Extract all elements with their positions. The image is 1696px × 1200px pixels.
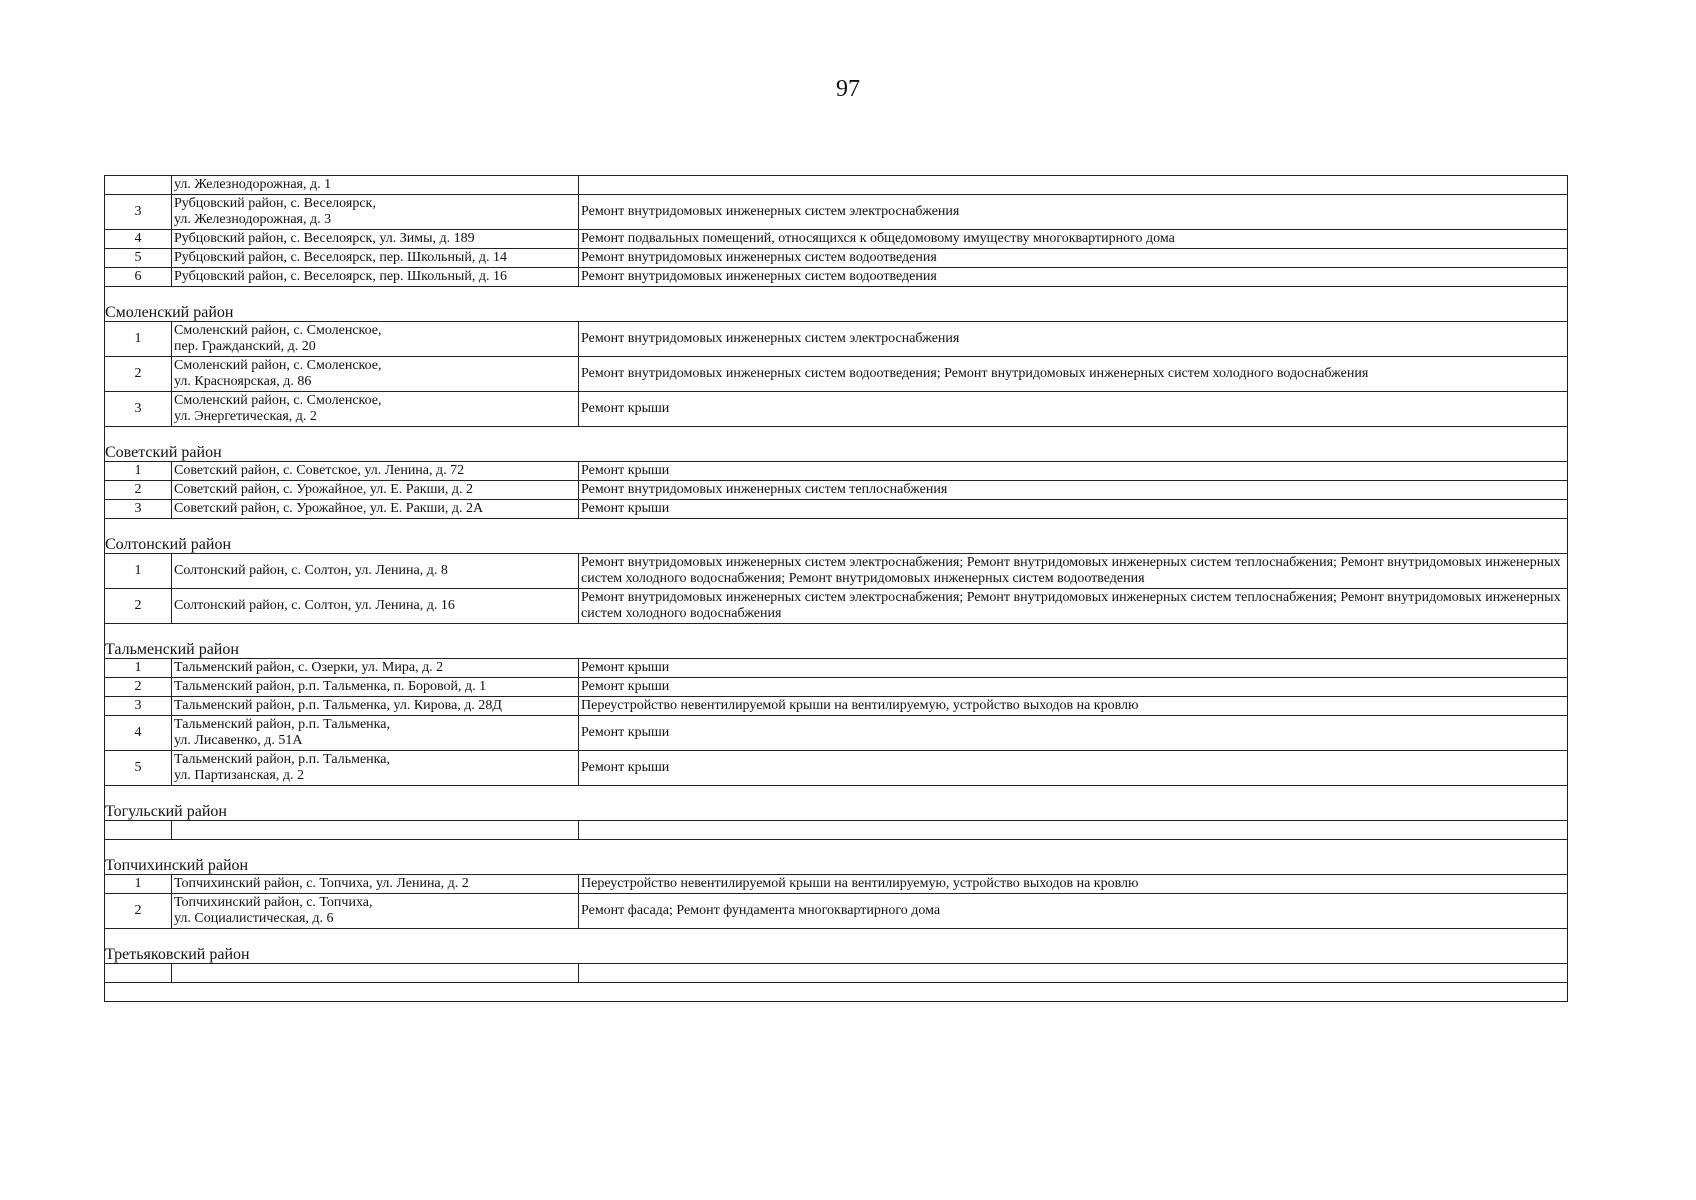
row-number: 5 bbox=[105, 751, 172, 786]
repair-program-table bbox=[104, 175, 1568, 1002]
page-number: 97 bbox=[836, 76, 860, 102]
row-number: 2 bbox=[105, 357, 172, 392]
address-line: ул. Социалистическая, д. 6 bbox=[174, 911, 334, 926]
district-title: Солтонский район bbox=[105, 535, 1568, 554]
section-gap-cell bbox=[105, 427, 1568, 444]
work-type-cell bbox=[579, 821, 1568, 840]
section-gap-cell bbox=[105, 929, 1568, 946]
address-line: Тальменский район, р.п. Тальменка, bbox=[174, 717, 390, 732]
table-row bbox=[105, 176, 1568, 195]
address-line: Смоленский район, с. Смоленское, bbox=[174, 358, 382, 373]
table-row bbox=[105, 230, 1568, 249]
work-type-cell: Ремонт внутридомовых инженерных систем электроснабжения; Ремонт внутридомовых инженерных систем теплоснабжения; Ремонт внутридомовых инженерных систем холодного водоснабжения bbox=[579, 589, 1568, 624]
row-number: 5 bbox=[105, 249, 172, 268]
section-gap-cell bbox=[105, 624, 1568, 641]
row-number bbox=[105, 821, 172, 840]
table-row bbox=[105, 678, 1568, 697]
row-number: 1 bbox=[105, 554, 172, 589]
row-number: 3 bbox=[105, 195, 172, 230]
district-header-row bbox=[105, 535, 1568, 554]
row-number: 4 bbox=[105, 716, 172, 751]
address-line: Топчихинский район, с. Топчиха, ул. Ленина, д. 2 bbox=[174, 876, 469, 891]
row-number: 2 bbox=[105, 894, 172, 929]
table-row bbox=[105, 875, 1568, 894]
address-line: пер. Гражданский, д. 20 bbox=[174, 339, 316, 354]
table-row bbox=[105, 821, 1568, 840]
table-row bbox=[105, 249, 1568, 268]
work-type-cell: Ремонт внутридомовых инженерных систем электроснабжения bbox=[579, 195, 1568, 230]
address-cell bbox=[172, 268, 579, 287]
district-header-row bbox=[105, 802, 1568, 821]
district-header-row bbox=[105, 303, 1568, 322]
work-type-cell: Ремонт внутридомовых инженерных систем электроснабжения bbox=[579, 322, 1568, 357]
work-type-cell: Ремонт крыши bbox=[579, 716, 1568, 751]
work-type-cell: Ремонт внутридомовых инженерных систем теплоснабжения bbox=[579, 481, 1568, 500]
work-type-cell: Ремонт внутридомовых инженерных систем водоотведения; Ремонт внутридомовых инженерных систем холодного водоснабжения bbox=[579, 357, 1568, 392]
row-number: 3 bbox=[105, 500, 172, 519]
address-line: ул. Железнодорожная, д. 1 bbox=[174, 177, 332, 192]
table-row bbox=[105, 481, 1568, 500]
work-type-cell: Ремонт крыши bbox=[579, 500, 1568, 519]
address-line: Советский район, с. Урожайное, ул. Е. Ракши, д. 2А bbox=[174, 501, 484, 516]
address-cell bbox=[172, 964, 579, 983]
section-gap-row bbox=[105, 624, 1568, 641]
repair-program-table-sheet bbox=[104, 175, 1568, 1002]
address-line bbox=[174, 965, 576, 981]
row-number: 1 bbox=[105, 322, 172, 357]
table-row bbox=[105, 392, 1568, 427]
address-cell bbox=[172, 875, 579, 894]
row-number: 2 bbox=[105, 678, 172, 697]
table-row bbox=[105, 716, 1568, 751]
table-end-row bbox=[105, 983, 1568, 1002]
district-header-row bbox=[105, 443, 1568, 462]
address-line bbox=[174, 822, 576, 838]
address-cell bbox=[172, 357, 579, 392]
address-line: Тальменский район, р.п. Тальменка, п. Боровой, д. 1 bbox=[174, 679, 487, 694]
work-type-cell: Ремонт внутридомовых инженерных систем водоотведения bbox=[579, 268, 1568, 287]
work-type-cell: Ремонт крыши bbox=[579, 659, 1568, 678]
row-number: 1 bbox=[105, 875, 172, 894]
work-type-cell: Переустройство невентилируемой крыши на вентилируемую, устройство выходов на кровлю bbox=[579, 875, 1568, 894]
address-cell bbox=[172, 481, 579, 500]
table-row bbox=[105, 894, 1568, 929]
district-title: Тогульский район bbox=[105, 802, 1568, 821]
address-line: Рубцовский район, с. Веселоярск, ул. Зимы, д. 189 bbox=[174, 231, 475, 246]
district-header-row bbox=[105, 640, 1568, 659]
address-cell bbox=[172, 589, 579, 624]
work-type-cell: Ремонт крыши bbox=[579, 751, 1568, 786]
table-row bbox=[105, 268, 1568, 287]
row-number: 6 bbox=[105, 268, 172, 287]
work-type-cell: Ремонт внутридомовых инженерных систем электроснабжения; Ремонт внутридомовых инженерных систем теплоснабжения; Ремонт внутридомовых инженерных систем холодного водоснабжения; Ремонт внутридомовых инженерных систем водоотведения bbox=[579, 554, 1568, 589]
section-gap-row bbox=[105, 287, 1568, 304]
row-number: 3 bbox=[105, 697, 172, 716]
address-cell bbox=[172, 249, 579, 268]
work-type-cell: Ремонт фасада; Ремонт фундамента многоквартирного дома bbox=[579, 894, 1568, 929]
table-body bbox=[105, 176, 1568, 1002]
address-cell bbox=[172, 716, 579, 751]
address-cell bbox=[172, 697, 579, 716]
row-number: 2 bbox=[105, 589, 172, 624]
address-line: Солтонский район, с. Солтон, ул. Ленина, д. 8 bbox=[174, 563, 448, 578]
work-type-cell: Ремонт крыши bbox=[579, 678, 1568, 697]
section-gap-cell bbox=[105, 840, 1568, 857]
section-gap-cell bbox=[105, 287, 1568, 304]
address-line: Топчихинский район, с. Топчиха, bbox=[174, 895, 373, 910]
address-line: Рубцовский район, с. Веселоярск, пер. Школьный, д. 16 bbox=[174, 269, 507, 284]
district-title: Советский район bbox=[105, 443, 1568, 462]
district-header-row bbox=[105, 945, 1568, 964]
address-line: Рубцовский район, с. Веселоярск, bbox=[174, 196, 376, 211]
district-title: Тальменский район bbox=[105, 640, 1568, 659]
table-row bbox=[105, 659, 1568, 678]
table-row bbox=[105, 357, 1568, 392]
section-gap-cell bbox=[105, 786, 1568, 803]
address-line: Рубцовский район, с. Веселоярск, пер. Школьный, д. 14 bbox=[174, 250, 507, 265]
address-line: ул. Энергетическая, д. 2 bbox=[174, 409, 317, 424]
row-number: 3 bbox=[105, 392, 172, 427]
table-row bbox=[105, 697, 1568, 716]
address-cell bbox=[172, 821, 579, 840]
district-title: Смоленский район bbox=[105, 303, 1568, 322]
work-type-cell bbox=[579, 176, 1568, 195]
row-number: 1 bbox=[105, 462, 172, 481]
address-line: Тальменский район, р.п. Тальменка, bbox=[174, 752, 390, 767]
address-cell bbox=[172, 659, 579, 678]
address-cell bbox=[172, 230, 579, 249]
address-line: Советский район, с. Урожайное, ул. Е. Ракши, д. 2 bbox=[174, 482, 473, 497]
section-gap-cell bbox=[105, 519, 1568, 536]
section-gap-row bbox=[105, 519, 1568, 536]
address-cell bbox=[172, 894, 579, 929]
table-end-cell bbox=[105, 983, 1568, 1002]
address-line: ул. Железнодорожная, д. 3 bbox=[174, 212, 332, 227]
district-title: Третьяковский район bbox=[105, 945, 1568, 964]
district-title: Топчихинский район bbox=[105, 856, 1568, 875]
address-line: Смоленский район, с. Смоленское, bbox=[174, 393, 382, 408]
section-gap-row bbox=[105, 427, 1568, 444]
row-number bbox=[105, 964, 172, 983]
table-row bbox=[105, 462, 1568, 481]
row-number: 1 bbox=[105, 659, 172, 678]
address-cell bbox=[172, 500, 579, 519]
address-cell bbox=[172, 554, 579, 589]
district-header-row bbox=[105, 856, 1568, 875]
address-line: ул. Лисавенко, д. 51А bbox=[174, 733, 303, 748]
work-type-cell: Ремонт подвальных помещений, относящихся к общедомовому имуществу многоквартирного дома bbox=[579, 230, 1568, 249]
row-number: 4 bbox=[105, 230, 172, 249]
address-cell bbox=[172, 678, 579, 697]
address-cell bbox=[172, 322, 579, 357]
address-cell bbox=[172, 751, 579, 786]
row-number: 2 bbox=[105, 481, 172, 500]
section-gap-row bbox=[105, 929, 1568, 946]
row-number bbox=[105, 176, 172, 195]
table-row bbox=[105, 500, 1568, 519]
address-cell bbox=[172, 392, 579, 427]
table-row bbox=[105, 195, 1568, 230]
table-row bbox=[105, 751, 1568, 786]
address-line: Солтонский район, с. Солтон, ул. Ленина, д. 16 bbox=[174, 598, 455, 613]
section-gap-row bbox=[105, 786, 1568, 803]
work-type-cell: Переустройство невентилируемой крыши на вентилируемую, устройство выходов на кровлю bbox=[579, 697, 1568, 716]
address-cell bbox=[172, 195, 579, 230]
address-line: Тальменский район, с. Озерки, ул. Мира, д. 2 bbox=[174, 660, 444, 675]
table-row bbox=[105, 554, 1568, 589]
address-line: Смоленский район, с. Смоленское, bbox=[174, 323, 382, 338]
table-row bbox=[105, 964, 1568, 983]
section-gap-row bbox=[105, 840, 1568, 857]
work-type-cell: Ремонт крыши bbox=[579, 392, 1568, 427]
address-line: ул. Красноярская, д. 86 bbox=[174, 374, 312, 389]
address-line: Советский район, с. Советское, ул. Ленина, д. 72 bbox=[174, 463, 465, 478]
work-type-cell: Ремонт крыши bbox=[579, 462, 1568, 481]
table-row bbox=[105, 589, 1568, 624]
work-type-cell bbox=[579, 964, 1568, 983]
table-row bbox=[105, 322, 1568, 357]
address-line: ул. Партизанская, д. 2 bbox=[174, 768, 304, 783]
address-line: Тальменский район, р.п. Тальменка, ул. Кирова, д. 28Д bbox=[174, 698, 502, 713]
address-cell bbox=[172, 462, 579, 481]
work-type-cell: Ремонт внутридомовых инженерных систем водоотведения bbox=[579, 249, 1568, 268]
address-cell bbox=[172, 176, 579, 195]
